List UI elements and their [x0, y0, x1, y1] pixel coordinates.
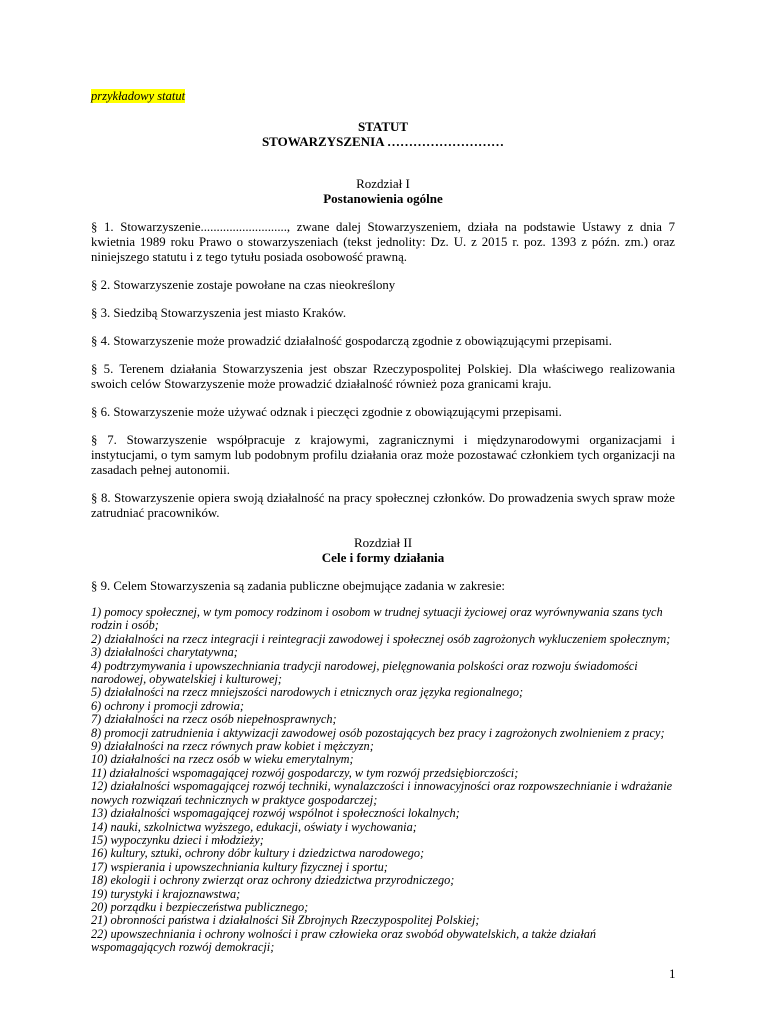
list-item: 16) kultury, sztuki, ochrony dóbr kultury i dziedzictwa narodowego;: [91, 846, 425, 861]
list-item: 5) działalności na rzecz mniejszości narodowych i etnicznych oraz języka regionalnego;: [91, 685, 524, 700]
page-number: 1: [669, 966, 676, 981]
document-page: [91, 87, 675, 955]
list-item: 15) wypoczynku dzieci i młodzieży;: [91, 832, 264, 847]
list-item: 7) działalności na rzecz osób niepełnosprawnych;: [91, 712, 337, 727]
list-item: 9) działalności na rzecz równych praw kobiet i mężczyzn;: [91, 739, 374, 754]
paragraph-7: § 7. Stowarzyszenie współpracuje z krajowymi, zagranicznymi i międzynarodowymi organizacjami i instytucjami, o tym samym lub podobnym profilu działania oraz może pozostawać członkiem tych organizacji na zasadach pełnej autonomii.: [91, 433, 675, 477]
paragraph-6: § 6. Stowarzyszenie może używać odznak i pieczęci zgodnie z obowiązującymi przepisami.: [91, 405, 562, 419]
chapter-1-heading: [91, 176, 675, 206]
list-item: 4) podtrzymywania i upowszechniania tradycji narodowej, pielęgnowania polskości oraz rozwoju świadomości narodowej, obywatelskiej i kulturowej;: [91, 658, 638, 687]
list-item: 11) działalności wspomagającej rozwój gospodarczy, w tym rozwój przedsiębiorczości;: [91, 765, 519, 780]
list-item: 14) nauki, szkolnictwa wyższego, edukacji, oświaty i wychowania;: [91, 819, 417, 834]
list-item: 1) pomocy społecznej, w tym pomocy rodzinom i osobom w trudnej sytuacji życiowej oraz wyrównywania szans tych rodzin i osób;: [91, 605, 663, 633]
paragraph-5: § 5. Terenem działania Stowarzyszenia jest obszar Rzeczypospolitej Polskiej. Dla właściwego realizowania swoich celów Stowarzyszenie może prowadzić działalność również poza granicami kraju.: [91, 362, 675, 391]
tasks-list: [91, 606, 675, 955]
paragraph-1: § 1. Stowarzyszenie..........................., zwane dalej Stowarzyszeniem, działa na podstawie Ustawy z dnia 7 kwietnia 1989 roku Prawo o stowarzyszeniach (tekst jednolity: Dz. U. z 2015 r. poz. 1393 z późn. zm.) oraz niniejszego statutu i z tego tytułu posiada osobowość prawną.: [91, 220, 675, 264]
example-statute-label: przykładowy statut: [91, 89, 186, 103]
list-item: 12) działalności wspomagającej rozwój techniki, wynalazczości i innowacyjności oraz rozpowszechnianie i wdrażanie nowych rozwiązań technicznych w praktyce gospodarczej;: [91, 779, 673, 807]
list-item: 21) obronności państwa i działalności Sił Zbrojnych Rzeczypospolitej Polskiej;: [91, 913, 480, 928]
paragraph-4: § 4. Stowarzyszenie może prowadzić działalność gospodarczą zgodnie z obowiązującymi przepisami.: [91, 334, 612, 348]
document-title: [91, 119, 675, 149]
list-item: 8) promocji zatrudnienia i aktywizacji zawodowej osób pozostających bez pracy i zagrożonych zwolnieniem z pracy;: [91, 725, 665, 740]
chapter-number: Rozdział II: [353, 535, 413, 550]
title-line-statut: STATUT: [357, 119, 409, 134]
list-item: 19) turystyki i krajoznawstwa;: [91, 886, 241, 901]
list-item: 13) działalności wspomagającej rozwój wspólnot i społeczności lokalnych;: [91, 806, 460, 821]
list-item: 17) wspierania i upowszechniania kultury fizycznej i sportu;: [91, 859, 388, 874]
list-item: 2) działalności na rzecz integracji i reintegracji zawodowej i społecznej osób zagrożonych wykluczeniem społecznym;: [91, 631, 671, 646]
paragraph-9: § 9. Celem Stowarzyszenia są zadania publiczne obejmujące zadania w zakresie:: [91, 579, 505, 593]
list-item: 22) upowszechniania i ochrony wolności i praw człowieka oraz swobód obywatelskich, a także działań wspomagających rozwój demokracji;: [91, 926, 597, 955]
paragraph-8: § 8. Stowarzyszenie opiera swoją działalność na pracy społecznej członków. Do prowadzenia swych spraw może zatrudniać pracowników.: [91, 491, 675, 520]
chapter-2-heading: [91, 535, 675, 565]
chapter-name: Cele i formy działania: [321, 550, 445, 565]
list-item: 18) ekologii i ochrony zwierząt oraz ochrony dziedzictwa przyrodniczego;: [91, 873, 455, 888]
list-item: 10) działalności na rzecz osób w wieku emerytalnym;: [91, 752, 354, 767]
list-item: 6) ochrony i promocji zdrowia;: [91, 698, 245, 713]
list-item: 3) działalności charytatywna;: [91, 645, 238, 660]
paragraph-2: § 2. Stowarzyszenie zostaje powołane na czas nieokreślony: [91, 278, 396, 292]
paragraph-3: § 3. Siedzibą Stowarzyszenia jest miasto Kraków.: [91, 306, 347, 320]
title-line-stowarzyszenia: STOWARZYSZENIA ………………………: [261, 134, 505, 149]
list-item: 20) porządku i bezpieczeństwa publicznego;: [91, 899, 309, 914]
chapter-name: Postanowienia ogólne: [323, 191, 443, 206]
chapter-number: Rozdział I: [356, 176, 410, 191]
